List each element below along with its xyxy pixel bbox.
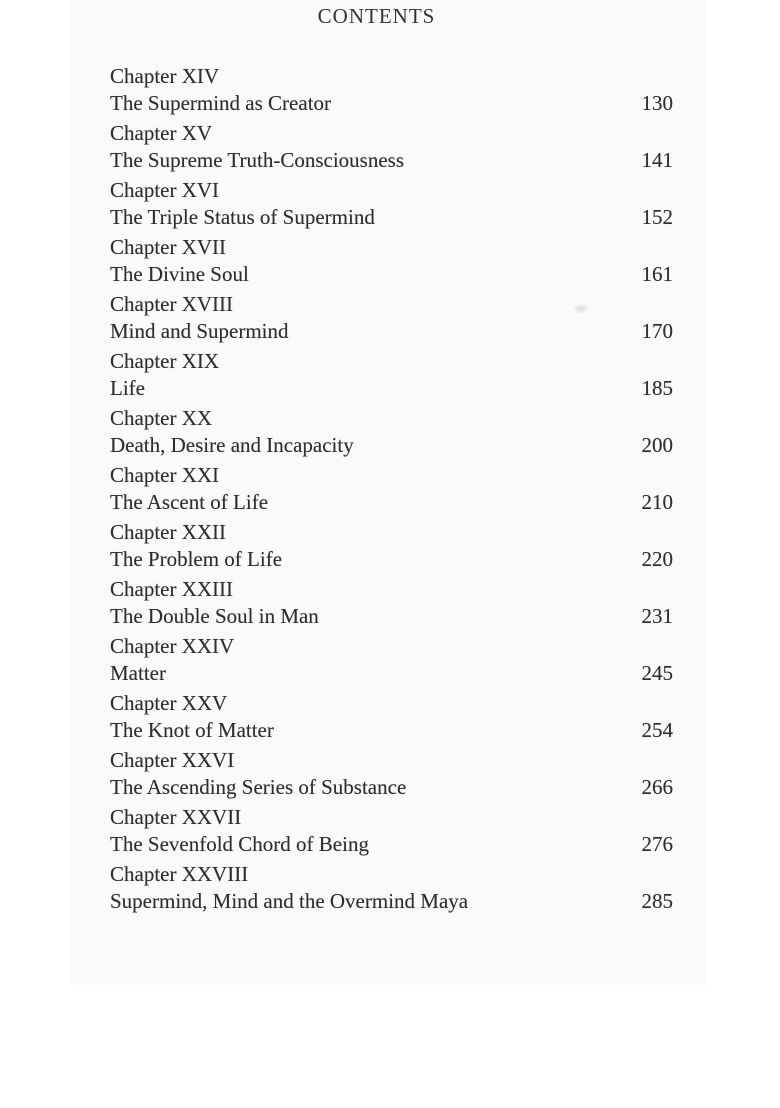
chapter-label: Chapter XXIII — [110, 577, 234, 601]
toc-entry — [110, 348, 673, 402]
page-number: 200 — [641, 433, 673, 457]
toc-entry — [110, 462, 673, 516]
chapter-label: Chapter XXV — [110, 691, 228, 715]
chapter-label: Chapter XXVI — [110, 748, 235, 772]
chapter-title: The Ascending Series of Substance — [110, 775, 407, 799]
page-number: 276 — [641, 832, 673, 856]
page-number: 141 — [641, 148, 673, 172]
title-row — [110, 375, 673, 402]
chapter-title: The Double Soul in Man — [110, 604, 319, 628]
title-row — [110, 432, 673, 459]
chapter-label: Chapter XX — [110, 406, 213, 430]
title-row — [110, 147, 673, 174]
scan-artifact — [575, 305, 587, 312]
chapter-title: The Knot of Matter — [110, 718, 274, 742]
chapter-title: Supermind, Mind and the Overmind Maya — [110, 889, 469, 913]
chapter-label: Chapter XVII — [110, 235, 227, 259]
title-row — [110, 318, 673, 345]
page-number: 266 — [641, 775, 673, 799]
scanned-book-page — [70, 0, 707, 985]
chapter-title: Mind and Supermind — [110, 319, 289, 343]
title-row — [110, 717, 673, 744]
page-number: 220 — [641, 547, 673, 571]
chapter-title: The Ascent of Life — [110, 490, 269, 514]
page-number: 210 — [641, 490, 673, 514]
toc-entry — [110, 747, 673, 801]
chapter-title: The Sevenfold Chord of Being — [110, 832, 369, 856]
chapter-label: Chapter XXVIII — [110, 862, 249, 886]
title-row — [110, 489, 673, 516]
title-row — [110, 660, 673, 687]
chapter-title: Matter — [110, 661, 166, 685]
chapter-title: The Triple Status of Supermind — [110, 205, 375, 229]
page-number: 130 — [641, 91, 673, 115]
chapter-label: Chapter XXVII — [110, 805, 242, 829]
chapter-title: The Supermind as Creator — [110, 91, 332, 115]
page-number: 254 — [641, 718, 673, 742]
toc-entry — [110, 633, 673, 687]
title-row — [110, 603, 673, 630]
page-number: 161 — [641, 262, 673, 286]
page-number: 152 — [641, 205, 673, 229]
toc-entry — [110, 177, 673, 231]
toc-entry — [110, 519, 673, 573]
toc-entry — [110, 120, 673, 174]
toc-entry — [110, 291, 673, 345]
chapter-label: Chapter XV — [110, 121, 213, 145]
page-number: 185 — [641, 376, 673, 400]
chapter-title: The Problem of Life — [110, 547, 283, 571]
toc-entry — [110, 63, 673, 117]
page-number: 170 — [641, 319, 673, 343]
chapter-label: Chapter XXII — [110, 520, 227, 544]
chapter-title: Life — [110, 376, 145, 400]
title-row — [110, 831, 673, 858]
title-row — [110, 261, 673, 288]
title-row — [110, 774, 673, 801]
contents-heading: CONTENTS — [317, 4, 436, 28]
toc-entry — [110, 405, 673, 459]
toc-entry — [110, 234, 673, 288]
title-row — [110, 204, 673, 231]
chapter-label: Chapter XXIV — [110, 634, 235, 658]
chapter-title: The Supreme Truth-Consciousness — [110, 148, 404, 172]
title-row — [110, 546, 673, 573]
chapter-label: Chapter XVIII — [110, 292, 234, 316]
title-row — [110, 888, 673, 915]
chapter-title: The Divine Soul — [110, 262, 249, 286]
page-number: 231 — [641, 604, 673, 628]
toc-entry — [110, 690, 673, 744]
chapter-label: Chapter XIX — [110, 349, 220, 373]
page-number: 245 — [641, 661, 673, 685]
toc-entry — [110, 804, 673, 858]
chapter-label: Chapter XXI — [110, 463, 220, 487]
table-of-contents — [70, 63, 707, 915]
toc-entry — [110, 576, 673, 630]
title-row — [110, 90, 673, 117]
chapter-label: Chapter XIV — [110, 64, 220, 88]
page-number: 285 — [641, 889, 673, 913]
toc-entry — [110, 861, 673, 915]
chapter-title: Death, Desire and Incapacity — [110, 433, 354, 457]
chapter-label: Chapter XVI — [110, 178, 220, 202]
